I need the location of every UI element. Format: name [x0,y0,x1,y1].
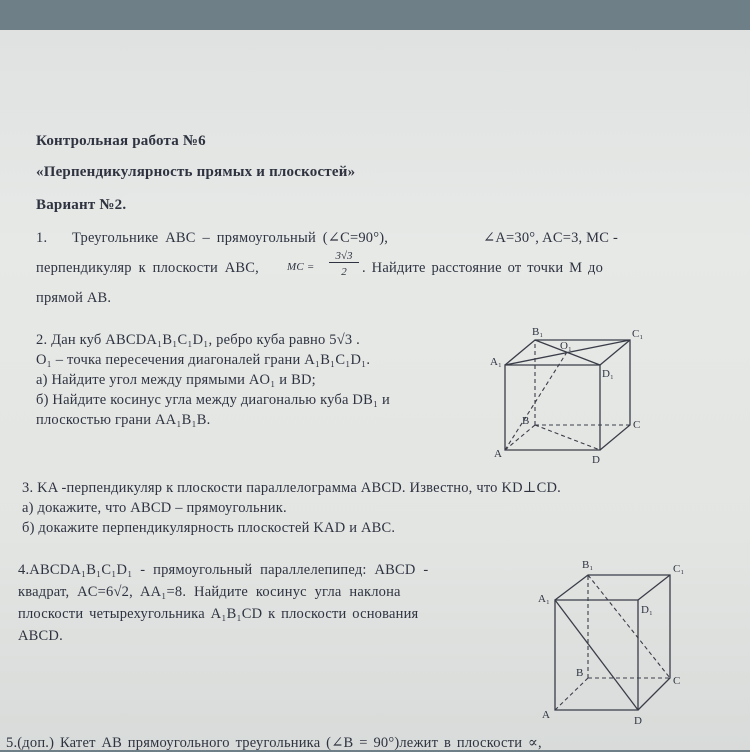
fraction-denominator: 2 [341,266,347,278]
task3-line3: б) докажите перпендикулярность плоскостей KAD и ABC. [22,520,396,536]
task4-line4: ABCD. [18,628,63,644]
label-b1: B₁ [582,559,594,571]
task4-line1: 4.ABCDA₁B₁C₁D₁ - прямоугольный параллелепипед: ABCD - [18,562,429,578]
label-a: A [494,448,502,460]
label-c1: C₁ [673,563,685,575]
task2-line4: б) Найдите косинус угла между диагональю куба DB₁ и [36,392,391,408]
task5-line1: 5.(доп.) Катет AB прямоугольного треугольника (∠B = 90°)лежит в плоскости ∝, [6,735,542,751]
task1-line1-b: ∠A=30°, AC=3, MC - [483,230,618,246]
task3-line1: 3. KA -перпендикуляр к плоскости параллелограмма ABCD. Известно, что KD⊥CD. [22,480,561,496]
mc-label: MC = [287,261,315,273]
label-d: D [592,454,600,465]
cube-line-ao1 [505,352,567,450]
box-line-b1c [588,575,670,678]
label-d1: D₁ [641,604,653,616]
fraction-numerator: 3√3 [329,250,359,263]
cube-edge-d1c1 [600,340,630,365]
cube-edge-ab [505,425,535,450]
cube-front-face [505,365,600,450]
task1-line2-a: перпендикуляр к плоскости ABC, [36,260,259,276]
task2-line1: 2. Дан куб ABCDA₁B₁C₁D₁, ребро куба равно 5√3 . [36,332,360,348]
task1-line1-a: Треугольнике ABC – прямоугольный (∠C=90°), [72,230,389,246]
box-line-a1d [555,600,638,710]
worksheet-topic: «Перпендикулярность прямых и плоскостей» [36,164,356,180]
task1-line2-b: . Найдите расстояние от точки M до [362,260,604,276]
cube-figure [480,325,650,465]
box-edge-d1c1 [638,575,670,600]
task2-line3: а) Найдите угол между прямыми AO₁ и BD; [36,372,316,388]
task1-line3: прямой AB. [36,290,112,306]
label-c1: C₁ [632,328,644,340]
task2-line5: плоскостью грани AA₁B₁B. [36,412,211,428]
label-a: A [542,709,550,721]
task1-number: 1. [36,230,48,246]
task4-line2: квадрат, AC=6√2, AA₁=8. Найдите косинус угла наклона [18,584,401,600]
task3-line2: а) докажите, что ABCD – прямоугольник. [22,500,287,516]
cube-top-right-edges [505,340,630,450]
parallelepiped-figure [530,550,700,725]
cube-diag-bd [535,425,600,450]
label-a1: A₁ [490,356,502,368]
box-top-right-edges [555,575,670,710]
variant-label: Вариант №2. [36,197,127,213]
label-a1: A₁ [538,593,550,605]
label-c: C [633,419,641,431]
label-b: B [522,415,530,427]
label-b1: B₁ [532,326,544,338]
label-c: C [673,675,681,687]
label-b: B [576,667,584,679]
label-d: D [634,715,642,725]
worksheet-title: Контрольная работа №6 [36,133,206,149]
label-d1: D₁ [602,368,614,380]
task4-line3: плоскости четырехугольника A₁B₁CD к плоскости основания [18,606,419,622]
box-edge-ab [555,678,588,710]
task2-line2: O₁ – точка пересечения диагоналей грани A₁B₁C₁D₁. [36,352,371,368]
paper-sheet [0,30,750,750]
label-o1: O₁ [560,340,572,352]
